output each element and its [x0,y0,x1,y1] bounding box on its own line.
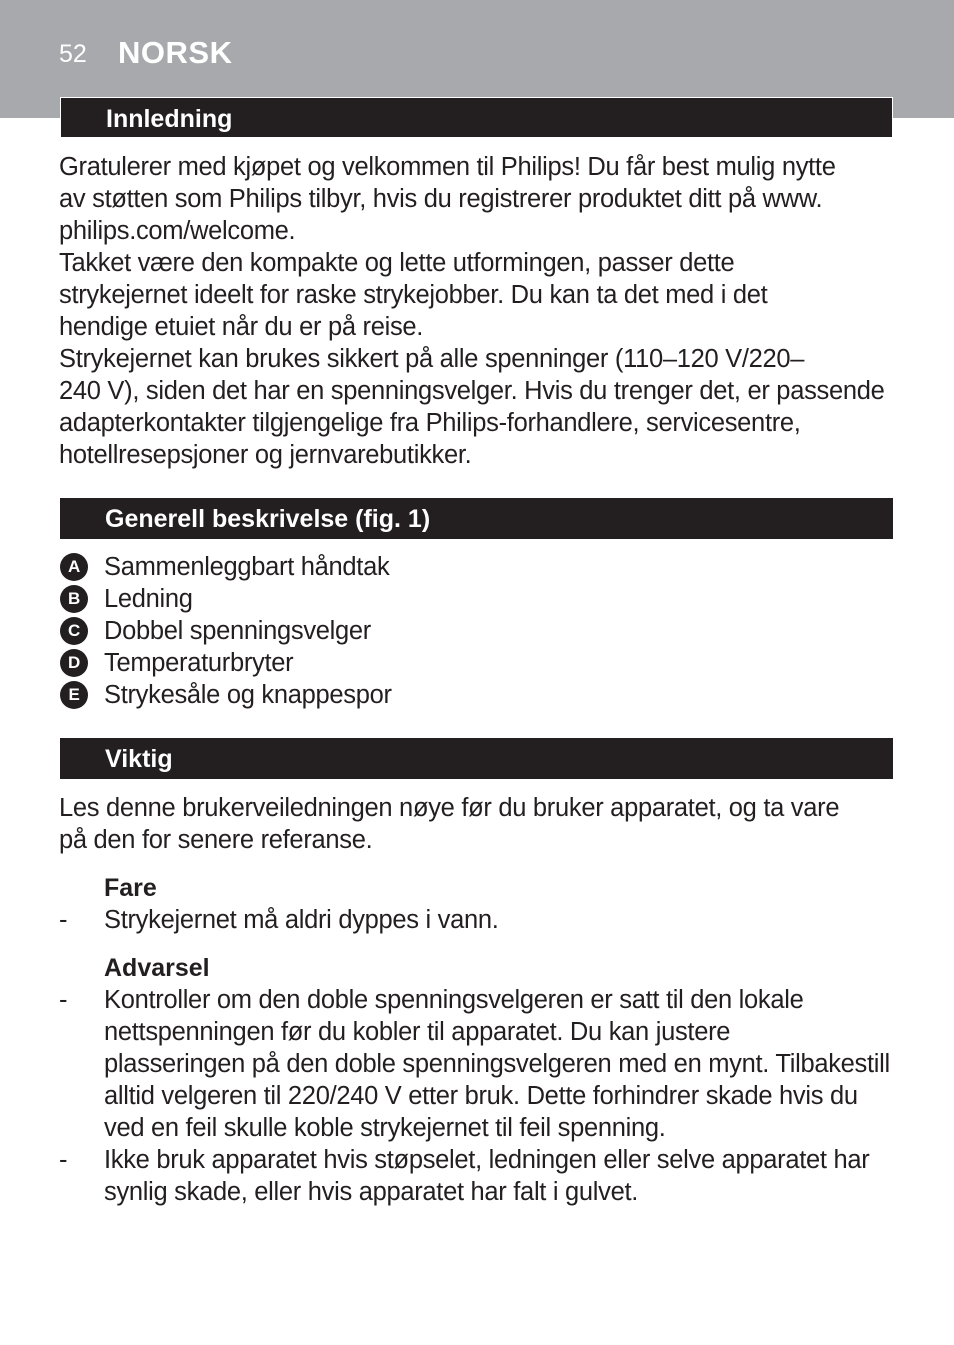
text-line: strykejernet ideelt for raske strykejobber. Du kan ta det med i det [59,281,768,309]
text-line: plasseringen på den doble spenningsvelgeren med en mynt. Tilbakestill [104,1050,890,1078]
part-label: Dobbel spenningsvelger [104,616,372,645]
text-line: Les denne brukerveiledningen nøye før du bruker apparatet, og ta vare [59,794,840,822]
dash-bullet: - [59,986,68,1014]
important-paragraph [59,792,904,856]
list-item [60,551,392,583]
letter-badge-icon: C [60,617,88,645]
page-number: 52 [59,40,87,68]
text-line: adapterkontakter tilgjengelige fra Philips-forhandlere, servicesentre, [59,409,801,437]
dash-bullet: - [59,1146,68,1174]
bullet-item [59,984,904,1144]
warning-heading: Advarsel [104,954,210,982]
text-line: på den for senere referanse. [59,826,373,854]
list-item [60,679,392,711]
text-line: 240 V), siden det har en spenningsvelger. Hvis du trenger det, er passende [59,377,885,405]
parts-list [60,551,392,711]
part-label: Ledning [104,584,193,613]
text-line: Kontroller om den doble spenningsvelgeren er satt til den lokale [104,986,804,1014]
letter-badge-icon: B [60,585,88,613]
text-line: Strykejernet kan brukes sikkert på alle spenninger (110–120 V/220– [59,345,805,373]
bullet-item [59,904,904,936]
section-title-general: Generell beskrivelse (fig. 1) [60,498,893,539]
list-item [60,583,392,615]
text-line: synlig skade, eller hvis apparatet har falt i gulvet. [104,1178,639,1206]
text-line: philips.com/welcome. [59,217,296,245]
section-title-important: Viktig [60,738,893,779]
text-line: av støtten som Philips tilbyr, hvis du registrerer produktet ditt på www. [59,185,823,213]
dash-bullet: - [59,906,68,934]
text-line: hotellresepsjoner og jernvarebutikker. [59,441,472,469]
letter-badge-icon: D [60,649,88,677]
part-label: Temperaturbryter [104,648,294,677]
text-line: Strykejernet må aldri dyppes i vann. [104,906,499,934]
text-line: Gratulerer med kjøpet og velkommen til Philips! Du får best mulig nytte [59,153,836,181]
text-line: nettspenningen før du kobler til apparatet. Du kan justere [104,1018,731,1046]
intro-paragraph [59,151,904,471]
text-line: Ikke bruk apparatet hvis støpselet, ledningen eller selve apparatet har [104,1146,870,1174]
danger-heading: Fare [104,874,157,902]
letter-badge-icon: E [60,681,88,709]
language-heading: NORSK [118,35,233,70]
part-label: Sammenleggbart håndtak [104,552,390,581]
text-line: Takket være den kompakte og lette utformingen, passer dette [59,249,735,277]
bullet-item [59,1144,904,1208]
list-item [60,647,392,679]
list-item [60,615,392,647]
section-title-intro: Innledning [60,97,893,138]
letter-badge-icon: A [60,553,88,581]
text-line: ved en feil skulle koble strykejernet til feil spenning. [104,1114,666,1142]
text-line: hendige etuiet når du er på reise. [59,313,424,341]
text-line: alltid velgeren til 220/240 V etter bruk. Dette forhindrer skade hvis du [104,1082,858,1110]
part-label: Strykesåle og knappespor [104,680,392,709]
